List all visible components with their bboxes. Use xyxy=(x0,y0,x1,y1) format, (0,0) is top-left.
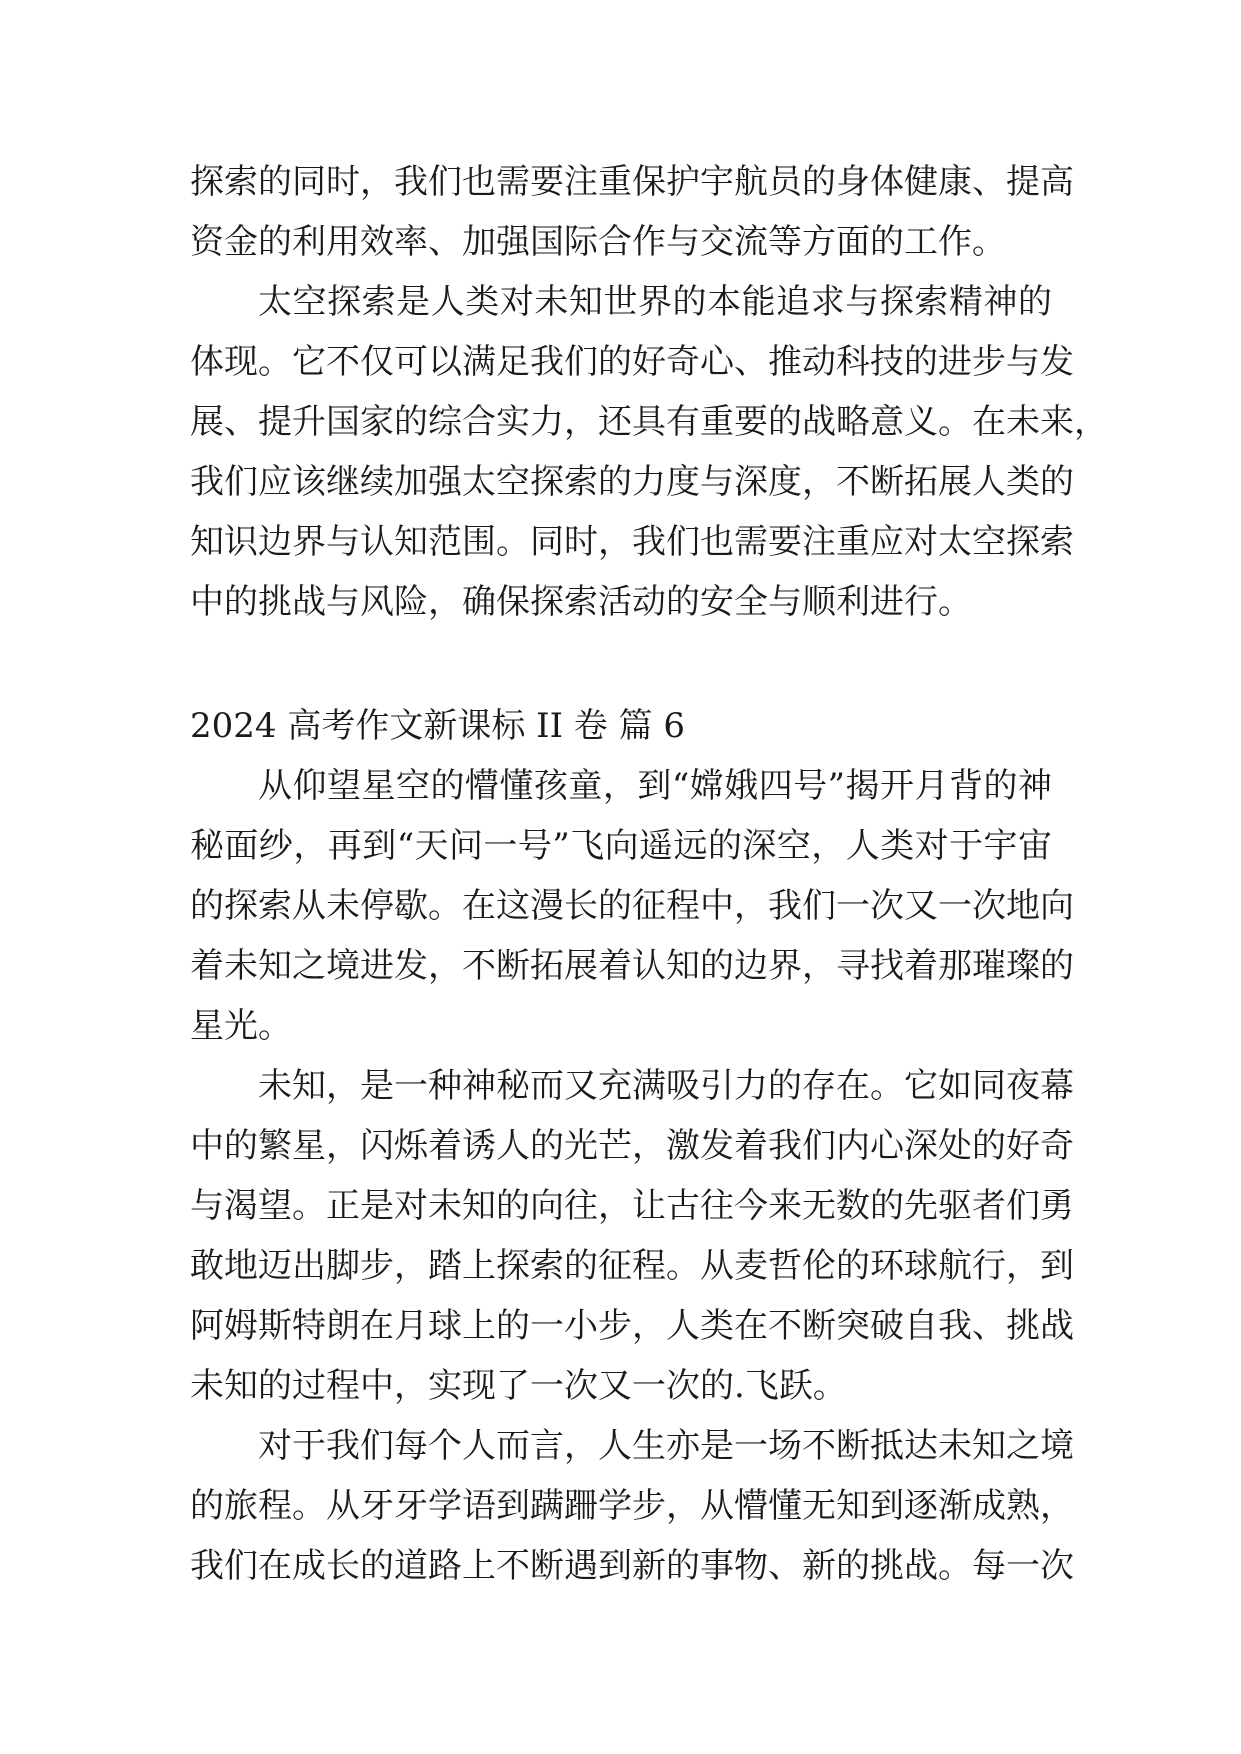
text-line: 对于我们每个人而言，人生亦是一场不断抵达未知之境 xyxy=(258,1426,1074,1466)
text-line: 知识边界与认知范围。同时，我们也需要注重应对太空探索 xyxy=(190,522,1074,562)
text-line: 我们在成长的道路上不断遇到新的事物、新的挑战。每一次 xyxy=(190,1546,1074,1586)
text-line: 的探索从未停歇。在这漫长的征程中，我们一次又一次地向 xyxy=(190,886,1074,926)
text-line: 敢地迈出脚步，踏上探索的征程。从麦哲伦的环球航行，到 xyxy=(190,1246,1074,1286)
text-line: 未知，是一种神秘而又充满吸引力的存在。它如同夜幕 xyxy=(258,1066,1074,1106)
text-line: 着未知之境进发，不断拓展着认知的边界，寻找着那璀璨的 xyxy=(190,946,1074,986)
text-line: 从仰望星空的懵懂孩童，到“嫦娥四号”揭开月背的神 xyxy=(258,766,1052,806)
paragraph xyxy=(190,272,1108,632)
section-heading: 2024 高考作文新课标 II 卷 篇 6 xyxy=(190,706,686,746)
text-line: 太空探索是人类对未知世界的本能追求与探索精神的 xyxy=(258,282,1052,322)
document-body xyxy=(190,152,1108,1596)
text-line: 与渴望。正是对未知的向往，让古往今来无数的先驱者们勇 xyxy=(190,1186,1074,1226)
text-line: 中的挑战与风险，确保探索活动的安全与顺利进行。 xyxy=(190,582,972,622)
text-line: 的旅程。从牙牙学语到蹒跚学步，从懵懂无知到逐渐成熟， xyxy=(190,1486,1074,1526)
paragraph xyxy=(190,152,1074,272)
text-line: 展、提升国家的综合实力，还具有重要的战略意义。在未来， xyxy=(190,402,1108,442)
text-line: 阿姆斯特朗在月球上的一小步，人类在不断突破自我、挑战 xyxy=(190,1306,1074,1346)
paragraph xyxy=(190,1056,1074,1416)
text-line: 秘面纱，再到“天问一号”飞向遥远的深空，人类对于宇宙 xyxy=(190,826,1052,866)
text-line: 我们应该继续加强太空探索的力度与深度，不断拓展人类的 xyxy=(190,462,1074,502)
text-line: 星光。 xyxy=(190,1006,292,1046)
text-line: 探索的同时，我们也需要注重保护宇航员的身体健康、提高 xyxy=(190,162,1074,202)
text-line: 资金的利用效率、加强国际合作与交流等方面的工作。 xyxy=(190,222,1006,262)
text-line: 未知的过程中，实现了一次又一次的.飞跃。 xyxy=(190,1366,847,1406)
paragraph xyxy=(190,1416,1074,1596)
paragraph xyxy=(190,756,1074,1056)
text-line: 中的繁星，闪烁着诱人的光芒，激发着我们内心深处的好奇 xyxy=(190,1126,1074,1166)
text-line: 体现。它不仅可以满足我们的好奇心、推动科技的进步与发 xyxy=(190,342,1074,382)
